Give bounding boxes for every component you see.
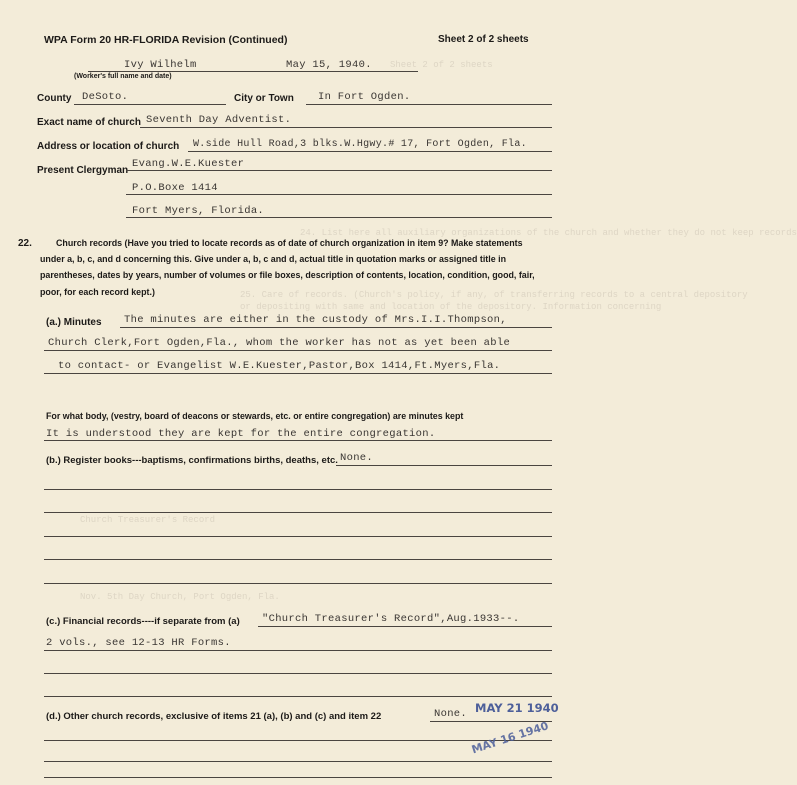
- address-label: Address or location of church: [37, 141, 180, 152]
- bleed-text-3: 25. Care of records. (Church's policy, if any, of transferring records to a central depository: [240, 290, 748, 300]
- received-date-stamp: MAY 21 1940: [475, 701, 559, 715]
- clergy-rule-1: [126, 170, 552, 171]
- other-records-answer: None.: [434, 708, 468, 720]
- filed-date-stamp: MAY 16 1940: [470, 719, 551, 757]
- register-label: (b.) Register books---baptisms, confirmations births, deaths, etc.: [46, 455, 338, 466]
- other-records-rule-2: [44, 761, 552, 762]
- register-rule-3: [44, 536, 552, 537]
- register-rule-0: [336, 465, 552, 466]
- bleed-text-2: 24. List here all auxiliary organizations of the church and whether they do not keep records: [300, 228, 797, 238]
- register-rule-4: [44, 559, 552, 560]
- address-value: W.side Hull Road,3 blks.W.Hgwy.# 17, Fort Ogden, Fla.: [193, 139, 527, 150]
- financial-answer-2: 2 vols., see 12-13 HR Forms.: [46, 637, 231, 649]
- worker-line: [88, 71, 418, 72]
- form-title: WPA Form 20 HR-FLORIDA Revision (Continued): [44, 34, 288, 46]
- worker-caption: (Worker's full name and date): [74, 73, 172, 80]
- city-label: City or Town: [234, 93, 294, 104]
- minutes-label: (a.) Minutes: [46, 317, 102, 328]
- clergy-line-2: P.O.Boxe 1414: [132, 182, 218, 194]
- minutes-rule-1: [120, 327, 552, 328]
- register-rule-2: [44, 512, 552, 513]
- financial-rule-2: [44, 673, 552, 674]
- financial-label: (c.) Financial records----if separate from (a): [46, 616, 240, 627]
- instructions-line-1: Church records (Have you tried to locate records as of date of church organization in item 9? Make statements: [56, 238, 523, 248]
- minutes-rule-3: [44, 373, 552, 374]
- register-answer: None.: [340, 452, 374, 464]
- instructions-line-2: under a, b, c, and d concerning this. Give under a, b, c and d, actual title in quotation marks or assigned title in: [40, 254, 507, 264]
- minutes-line-1: The minutes are either in the custody of Mrs.I.I.Thompson,: [124, 314, 507, 326]
- body-answer: It is understood they are kept for the entire congregation.: [46, 428, 436, 440]
- sheet-number: Sheet 2 of 2 sheets: [438, 34, 529, 45]
- city-value: In Fort Ogden.: [318, 91, 411, 103]
- church-name-value: Seventh Day Adventist.: [146, 114, 292, 126]
- register-rule-5: [44, 583, 552, 584]
- worker-name: Ivy Wilhelm: [124, 59, 197, 71]
- section-22-number: 22.: [18, 238, 32, 249]
- bleed-text-1: Sheet 2 of 2 sheets: [390, 60, 493, 70]
- city-line: [306, 104, 552, 105]
- body-rule: [44, 440, 552, 441]
- other-records-label: (d.) Other church records, exclusive of items 21 (a), (b) and (c) and item 22: [46, 711, 382, 722]
- financial-answer-1: "Church Treasurer's Record",Aug.1933--.: [262, 613, 520, 625]
- financial-rule-0: [258, 626, 552, 627]
- minutes-rule-2: [44, 350, 552, 351]
- other-records-rule-0: [430, 721, 552, 722]
- bleed-text-6: Nov. 5th Day Church, Port Ogden, Fla.: [80, 592, 280, 602]
- minutes-line-2: Church Clerk,Fort Ogden,Fla., whom the worker has not as yet been able: [48, 337, 511, 349]
- financial-rule-3: [44, 696, 552, 697]
- worker-date: May 15, 1940.: [286, 59, 372, 71]
- address-line: [188, 151, 552, 152]
- bleed-text-5: Church Treasurer's Record: [80, 515, 216, 525]
- clergy-line-1: Evang.W.E.Kuester: [132, 158, 245, 170]
- minutes-line-3: to contact- or Evangelist W.E.Kuester,Pastor,Box 1414,Ft.Myers,Fla.: [58, 360, 501, 372]
- church-name-line: [140, 127, 552, 128]
- county-line: [74, 104, 226, 105]
- county-value: DeSoto.: [82, 91, 129, 103]
- financial-rule-1: [44, 650, 552, 651]
- clergy-line-3: Fort Myers, Florida.: [132, 205, 265, 217]
- body-question: For what body, (vestry, board of deacons or stewards, etc. or entire congregation) are minutes kept: [46, 411, 464, 421]
- clergy-label: Present Clergyman: [37, 165, 129, 176]
- county-label: County: [37, 93, 72, 104]
- clergy-rule-2: [126, 194, 552, 195]
- clergy-rule-3: [126, 217, 552, 218]
- bleed-text-4: or depositing with same and location of the depository. Information concerning: [240, 302, 662, 312]
- other-records-rule-3: [44, 777, 552, 778]
- register-rule-1: [44, 489, 552, 490]
- instructions-line-4: poor, for each record kept.): [40, 287, 155, 297]
- church-name-label: Exact name of church: [37, 117, 141, 128]
- instructions-line-3: parentheses, dates by years, number of volumes or file boxes, description of contents, location, condition, good, fair,: [40, 270, 535, 280]
